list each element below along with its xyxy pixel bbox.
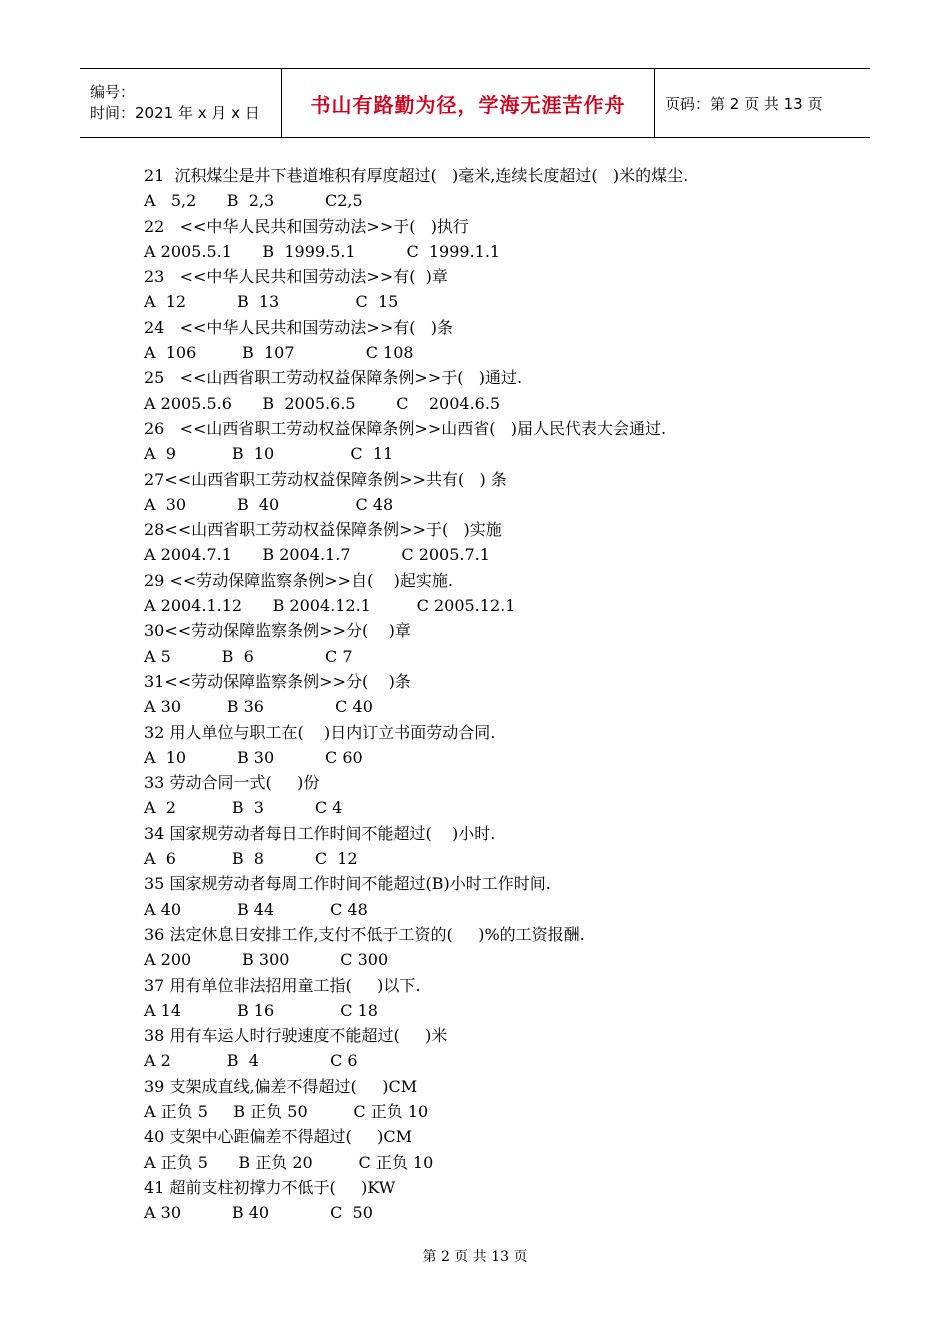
question-line: 41 超前支柱初撑力不低于( )KW (144, 1177, 396, 1197)
question-list (144, 163, 864, 1225)
question-line: 39 支架成直线,偏差不得超过( )CM (144, 1076, 418, 1096)
options-line: A 2005.5.6 B 2005.6.5 C 2004.6.5 (144, 393, 501, 413)
question-line: 38 用有车运人时行驶速度不能超过( )米 (144, 1026, 448, 1046)
options-line: A 2 B 4 C 6 (144, 1051, 358, 1071)
options-line: A 12 B 13 C 15 (144, 292, 399, 312)
options-line: A 正负 5 B 正负 50 C 正负 10 (144, 1101, 429, 1121)
options-line: A 2 B 3 C 4 (144, 798, 343, 818)
header-motto-cell (282, 69, 655, 137)
question-line: 23 <<中华人民共和国劳动法>>有( )章 (144, 267, 448, 287)
options-line: A 2004.7.1 B 2004.1.7 C 2005.7.1 (144, 545, 490, 565)
question-line: 32 用人单位与职工在( )日内订立书面劳动合同. (144, 722, 496, 742)
question-line: 37 用有单位非法招用童工指( )以下. (144, 975, 421, 995)
options-line: A 40 B 44 C 48 (144, 899, 368, 919)
page-label: 页码：第 2 页 共 13 页 (665, 94, 823, 113)
question-line: 27<<山西省职工劳动权益保障条例>>共有( ) 条 (144, 469, 507, 489)
question-line: 24 <<中华人民共和国劳动法>>有( )条 (144, 317, 453, 337)
options-line: A 6 B 8 C 12 (144, 849, 358, 869)
options-line: A 9 B 10 C 11 (144, 444, 394, 464)
options-line: A 200 B 300 C 300 (144, 950, 389, 970)
question-line: 34 国家规劳动者每日工作时间不能超过( )小时. (144, 823, 496, 843)
options-line: A 30 B 40 C 48 (144, 494, 394, 514)
number-label: 编号： (90, 83, 136, 101)
question-line: 36 法定休息日安排工作,支付不低于工资的( )%的工资报酬. (144, 924, 585, 944)
options-line: A 正负 5 B 正负 20 C 正负 10 (144, 1152, 434, 1172)
options-line: A 106 B 107 C 108 (144, 343, 414, 363)
options-line: A 14 B 16 C 18 (144, 1000, 378, 1020)
options-line: A 2004.1.12 B 2004.12.1 C 2005.12.1 (144, 596, 516, 616)
question-line: 22 <<中华人民共和国劳动法>>于( )执行 (144, 216, 469, 236)
question-line: 30<<劳动保障监察条例>>分( )章 (144, 621, 411, 641)
question-line: 31<<劳动保障监察条例>>分( )条 (144, 671, 411, 691)
question-line: 29 <<劳动保障监察条例>>自( )起实施. (144, 570, 453, 590)
question-line: 35 国家规劳动者每周工作时间不能超过(B)小时工作时间. (144, 874, 551, 894)
motto: 书山有路勤为径，学海无涯苦作舟 (310, 92, 626, 117)
options-line: A 10 B 30 C 60 (144, 747, 363, 767)
options-line: A 30 B 40 C 50 (144, 1203, 373, 1223)
question-line: 40 支架中心距偏差不得超过( )CM (144, 1127, 412, 1147)
question-line: 25 <<山西省职工劳动权益保障条例>>于( )通过. (144, 368, 523, 388)
question-line: 26 <<山西省职工劳动权益保障条例>>山西省( )届人民代表大会通过. (144, 418, 667, 438)
options-line: A 5,2 B 2,3 C2,5 (144, 191, 363, 211)
options-line: A 5 B 6 C 7 (144, 646, 353, 666)
options-line: A 2005.5.1 B 1999.5.1 C 1999.1.1 (144, 241, 501, 261)
document-header (80, 68, 870, 138)
page-footer: 第 2 页 共 13 页 (422, 1249, 528, 1265)
header-page-cell (655, 69, 870, 137)
options-line: A 30 B 36 C 40 (144, 697, 373, 717)
question-line: 28<<山西省职工劳动权益保障条例>>于( )实施 (144, 520, 502, 540)
time-label: 时间：2021 年 x 月 x 日 (90, 104, 260, 122)
header-info-cell (80, 69, 282, 137)
question-line: 21 沉积煤尘是井下巷道堆积有厚度超过( )毫米,连续长度超过( )米的煤尘. (144, 166, 689, 185)
question-line: 33 劳动合同一式( )份 (144, 773, 320, 793)
